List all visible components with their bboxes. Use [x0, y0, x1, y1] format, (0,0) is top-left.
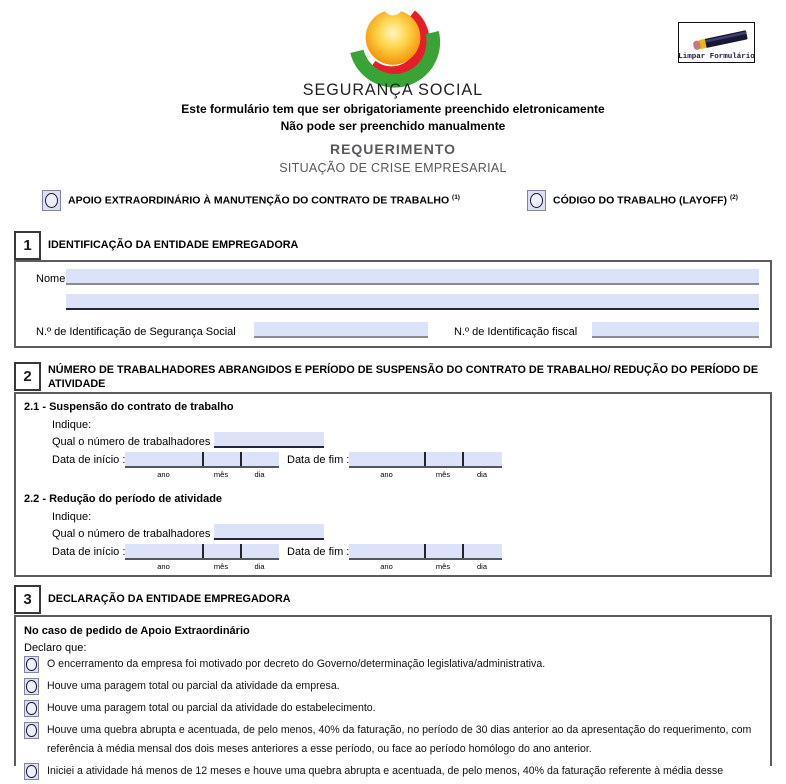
- option-apoio-extraordinario: [42, 190, 460, 211]
- section-1-number: 1: [14, 231, 41, 260]
- declaration-item: [24, 721, 762, 759]
- radio-dot: [26, 680, 37, 693]
- start-month-input[interactable]: [204, 548, 240, 562]
- declaration-radio-1[interactable]: [24, 656, 39, 673]
- apoio-extraordinario-radio[interactable]: [42, 190, 61, 211]
- section-3: [14, 585, 772, 777]
- sub-2-1-start-datebox: [125, 452, 279, 468]
- document-subtitle: SITUAÇÃO DE CRISE EMPRESARIAL: [279, 161, 507, 175]
- nif-label: N.º de Identificação fiscal: [454, 326, 578, 338]
- section-2: [14, 362, 772, 578]
- sub-2-1-indicate-label: Indique:: [52, 419, 92, 431]
- sub-2-2-workers-label: Qual o número de trabalhadores: [52, 528, 211, 540]
- brand-wordmark: SEGURANÇA SOCIAL: [302, 80, 484, 99]
- year-part-label: ano: [157, 562, 170, 571]
- declaration-radio-2[interactable]: [24, 678, 39, 695]
- section-1: [14, 231, 772, 348]
- section-3-box: [14, 615, 772, 777]
- seguranca-social-logo-icon: [317, 4, 469, 80]
- sub-2-1-heading: 2.1 - Suspensão do contrato de trabalho: [24, 401, 234, 413]
- declaration-radio-5[interactable]: [24, 763, 39, 780]
- sub-2-2-start-date-part-labels: [125, 562, 279, 571]
- day-part-label: dia: [476, 562, 487, 571]
- section-1-box: [14, 260, 772, 348]
- codigo-trabalho-radio[interactable]: [527, 190, 546, 211]
- declaration-text: Iniciei a atividade há menos de 12 meses e houve uma quebra abrupta e acentuada, de pelo menos, 40% da faturação referente à média desse: [47, 765, 724, 777]
- radio-dot: [26, 724, 37, 737]
- declaration-text: Houve uma quebra abrupta e acentuada, de pelo menos, 40% da faturação, no período de 30 dias anterior ao da apresentação do requerimento, com referência à média mensal dos dois meses anteriores a esse período, ou face ao período homólogo do ano anterior.: [47, 724, 752, 755]
- declaration-item: [24, 762, 762, 781]
- year-part-label: ano: [380, 470, 393, 479]
- section-2-box: [14, 392, 772, 577]
- codigo-trabalho-label: CÓDIGO DO TRABALHO (LAYOFF) $^{(2)}$: [553, 194, 738, 207]
- section-2-title: NÚMERO DE TRABALHADORES ABRANGIDOS E PERÍODO DE SUSPENSÃO DO CONTRATO DE TRABALHO/ REDUÇÃO DO PERÍODO DE ATIVIDADE: [48, 364, 759, 390]
- pencil-eraser-icon: [685, 29, 749, 53]
- footnote-ref-2: (2): [729, 194, 738, 202]
- start-month-input[interactable]: [204, 456, 240, 470]
- request-type-options: [0, 190, 786, 214]
- sub-2-2-start-date-label: Data de início :: [52, 546, 126, 558]
- clear-form-button[interactable]: [678, 22, 755, 63]
- declaration-text: Houve uma paragem total ou parcial da atividade do estabelecimento.: [47, 702, 376, 714]
- name-label: Nome: [36, 273, 66, 285]
- sub-2-1-end-datebox: [349, 452, 502, 468]
- declaration-text: O encerramento da empresa foi motivado por decreto do Governo/determinação legislativa/administrativa.: [47, 658, 546, 670]
- radio-dot: [26, 702, 37, 715]
- sub-2-2-workers-input[interactable]: [214, 524, 324, 540]
- sub-2-2-heading: 2.2 - Redução do período de atividade: [24, 493, 223, 505]
- nif-input[interactable]: [592, 322, 759, 338]
- start-year-input[interactable]: [125, 456, 202, 470]
- day-part-label: dia: [254, 470, 265, 479]
- radio-dot: [26, 765, 37, 778]
- end-month-input[interactable]: [426, 548, 462, 562]
- day-part-label: dia: [254, 562, 265, 571]
- end-day-input[interactable]: [464, 456, 502, 470]
- case-heading: No caso de pedido de Apoio Extraordinário: [24, 625, 250, 637]
- niss-label: N.º de Identificação de Segurança Social: [36, 326, 236, 338]
- option-codigo-trabalho: [527, 190, 738, 211]
- radio-dot: [26, 658, 37, 671]
- declaration-item: [24, 677, 762, 696]
- sub-2-2-start-datebox: [125, 544, 279, 560]
- sub-2-1-workers-input[interactable]: [214, 432, 324, 448]
- declaration-items: [24, 655, 762, 784]
- sub-2-1-end-date-part-labels: [349, 470, 502, 479]
- declaration-item: [24, 699, 762, 718]
- end-year-input[interactable]: [349, 456, 424, 470]
- section-3-number: 3: [14, 585, 41, 614]
- sub-2-1-start-date-label: Data de início :: [52, 454, 126, 466]
- declaration-text: Houve uma paragem total ou parcial da atividade da empresa.: [47, 680, 340, 692]
- year-part-label: ano: [157, 470, 170, 479]
- sub-2-1-start-date-part-labels: [125, 470, 279, 479]
- name-input-line2[interactable]: [66, 294, 759, 310]
- notice-line-2: Não pode ser preenchido manualmente: [280, 119, 506, 133]
- declaration-radio-3[interactable]: [24, 700, 39, 717]
- notice-line-1: Este formulário tem que ser obrigatoriamente preenchido eletronicamente: [181, 102, 605, 116]
- declaration-item: [24, 655, 762, 674]
- declaration-radio-4[interactable]: [24, 722, 39, 739]
- footnote-ref-1: (1): [452, 194, 460, 202]
- year-part-label: ano: [380, 562, 393, 571]
- end-year-input[interactable]: [349, 548, 424, 562]
- sub-2-2-end-date-part-labels: [349, 562, 502, 571]
- start-day-input[interactable]: [242, 456, 279, 470]
- section-2-number: 2: [14, 362, 41, 391]
- month-part-label: mês: [213, 470, 229, 479]
- start-year-input[interactable]: [125, 548, 202, 562]
- sub-2-2-indicate-label: Indique:: [52, 511, 92, 523]
- document-title: REQUERIMENTO: [329, 141, 457, 157]
- radio-dot: [530, 193, 543, 208]
- section-3-title: DECLARAÇÃO DA ENTIDADE EMPREGADORA: [48, 593, 291, 605]
- declare-label: Declaro que:: [24, 642, 87, 654]
- end-day-input[interactable]: [464, 548, 502, 562]
- day-part-label: dia: [476, 470, 487, 479]
- month-part-label: mês: [213, 562, 229, 571]
- name-input-line1[interactable]: [66, 269, 759, 285]
- clear-form-label: Limpar Formulário: [678, 53, 755, 61]
- niss-input[interactable]: [254, 322, 428, 338]
- month-part-label: mês: [435, 562, 451, 571]
- sub-2-2-end-datebox: [349, 544, 502, 560]
- start-day-input[interactable]: [242, 548, 279, 562]
- logo-block: [0, 4, 786, 100]
- radio-dot: [45, 193, 58, 208]
- apoio-extraordinario-label: APOIO EXTRAORDINÁRIO À MANUTENÇÃO DO CONTRATO DE TRABALHO $^{(1)}$: [68, 194, 460, 207]
- section-1-title: IDENTIFICAÇÃO DA ENTIDADE EMPREGADORA: [48, 239, 299, 251]
- sub-2-2-end-date-label: Data de fim :: [287, 546, 350, 558]
- sub-2-1-workers-label: Qual o número de trabalhadores: [52, 436, 211, 448]
- sub-2-1-end-date-label: Data de fim :: [287, 454, 350, 466]
- end-month-input[interactable]: [426, 456, 462, 470]
- month-part-label: mês: [435, 470, 451, 479]
